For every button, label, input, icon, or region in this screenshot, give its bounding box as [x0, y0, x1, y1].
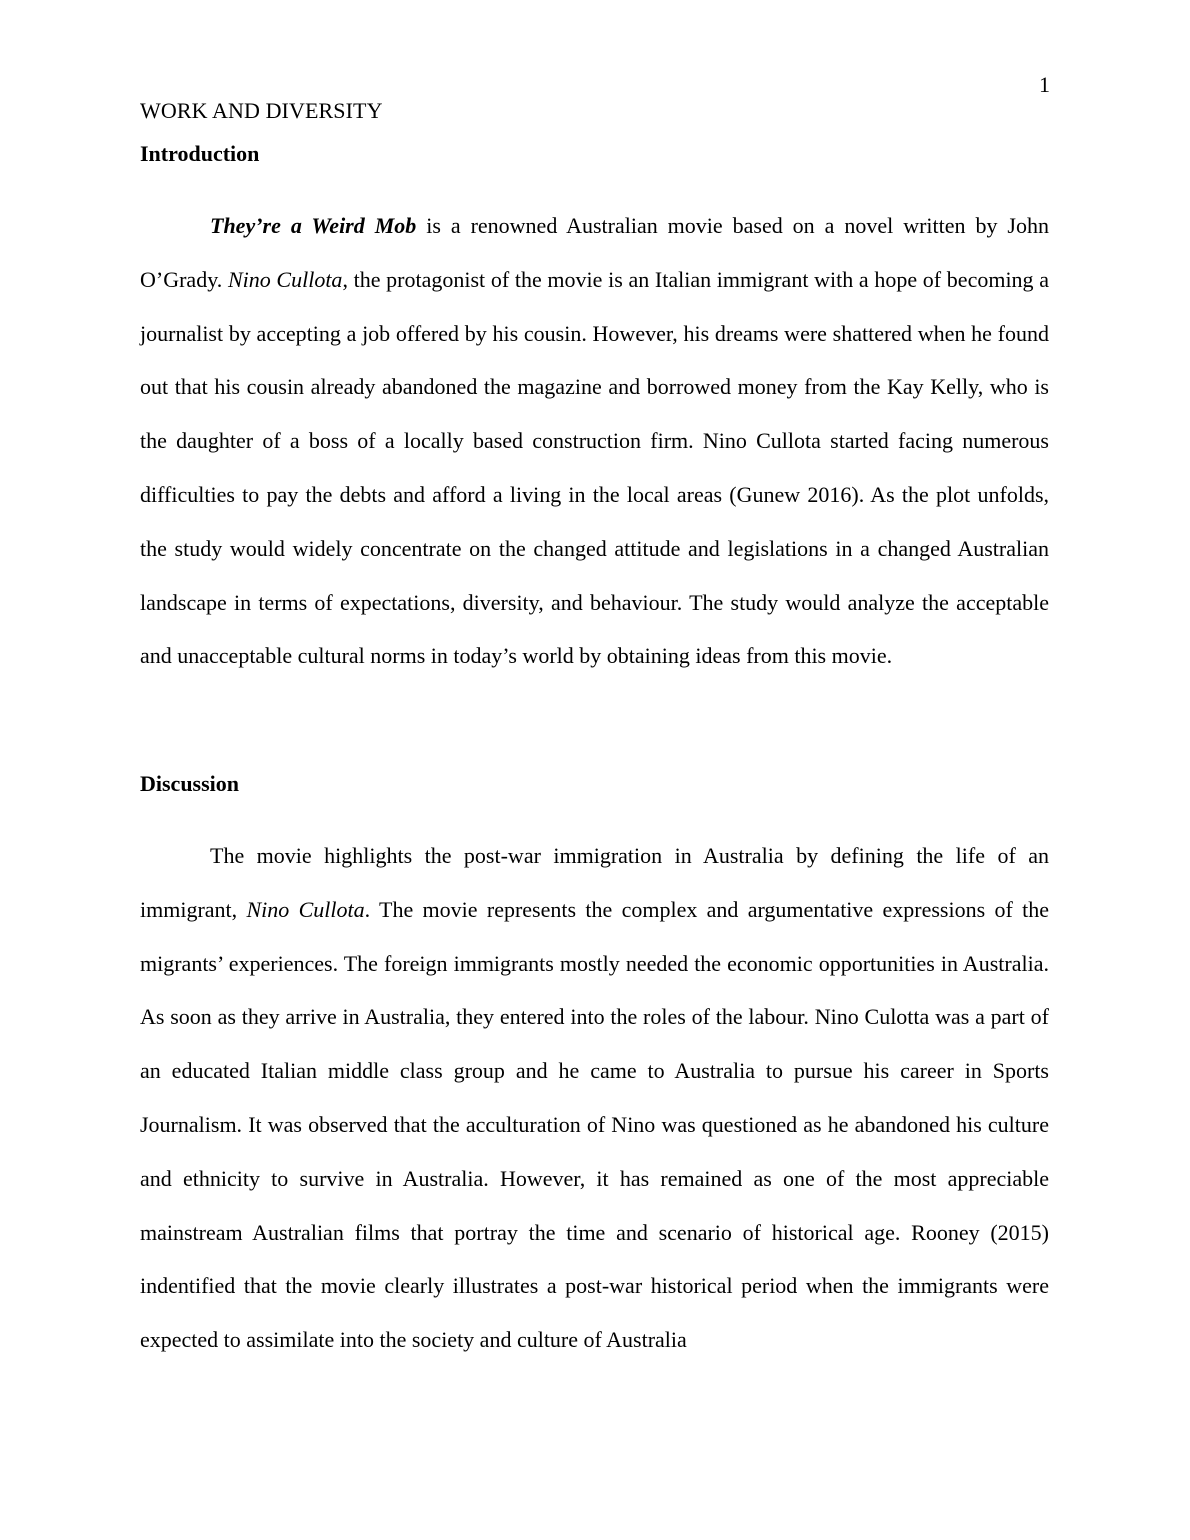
running-head: WORK AND DIVERSITY [140, 98, 383, 123]
discussion-text-b: . The movie represents the complex and argumentative expressions of the migrants’ experiences. The foreign immigrants mostly needed the economic opportunities in Australia. As soon as they arrive in Australia, they entered into the roles of the labour. Nino Culotta was a part of an educated Italian middle class group and he came to Australia to pursue his career in Sports Journalism. It was observed that the acculturation of Nino was questioned as he abandoned his culture and ethnicity to survive in Australia. However, it has remained as one of the most appreciable mainstream Australian films that portray the time and scenario of historical age. Rooney (2015) indentified that the movie clearly illustrates a post-war historical period when the immigrants were expected to assimilate into the society and culture of Australia [140, 896, 1050, 1353]
protagonist-name: Nino Cullota [227, 266, 343, 292]
introduction-paragraph [140, 199, 1049, 683]
page-number: 1 [1039, 72, 1050, 97]
protagonist-name: Nino Cullota [246, 896, 365, 922]
discussion-text-a: The movie highlights the post-war immigration in Australia by defining the life of an immigrant, [140, 843, 1049, 922]
discussion-heading: Discussion [140, 771, 240, 796]
intro-text-a: is a renowned Australian movie based on a novel written by John O’Grady. [140, 213, 1049, 292]
discussion-paragraph [140, 829, 1049, 1367]
introduction-heading: Introduction [140, 141, 260, 166]
movie-title: They’re a Weird Mob [210, 213, 417, 238]
intro-text-b: , the protagonist of the movie is an Italian immigrant with a hope of becoming a journalist by accepting a job offered by his cousin. However, his dreams were shattered when he found out that his cousin already abandoned the magazine and borrowed money from the Kay Kelly, who is the daughter of a boss of a locally based construction firm. Nino Cullota started facing numerous difficulties to pay the debts and afford a living in the local areas (Gunew 2016). As the plot unfolds, the study would widely concentrate on the changed attitude and legislations in a changed Australian landscape in terms of expectations, diversity, and behaviour. The study would analyze the acceptable and unacceptable cultural norms in today’s world by obtaining ideas from this movie. [140, 266, 1050, 669]
